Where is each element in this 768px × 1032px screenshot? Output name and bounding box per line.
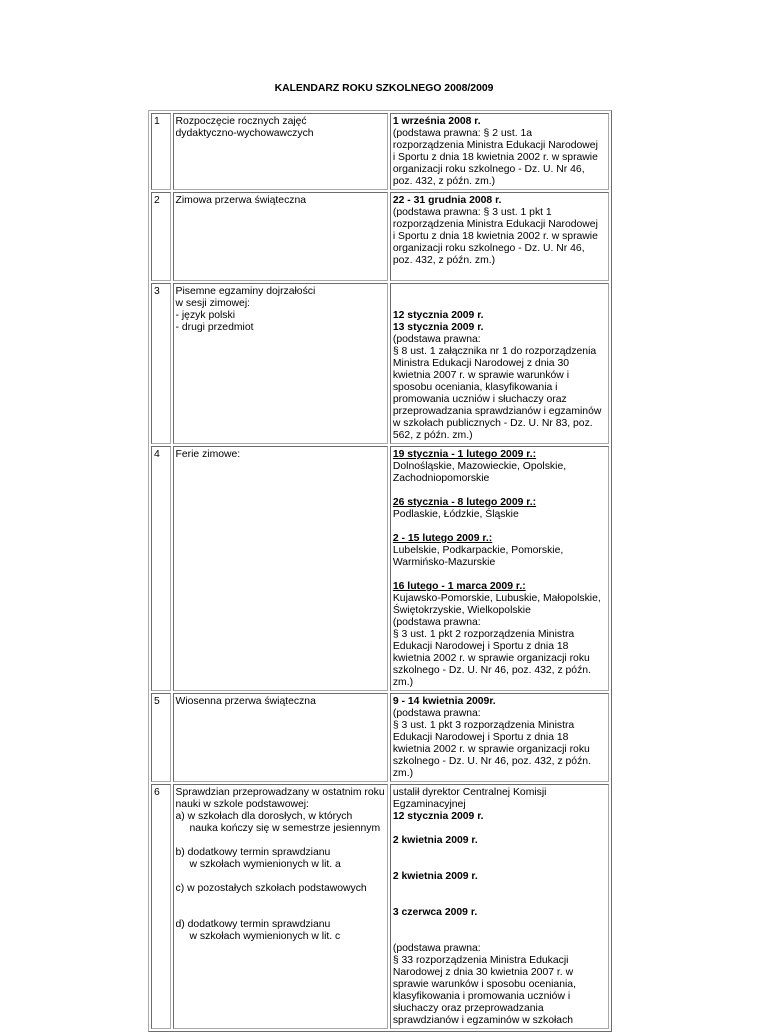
row-description <box>173 283 388 444</box>
description-line: Zimowa przerwa świąteczna <box>175 195 307 206</box>
description-line: Pisemne egzaminy dojrzałości <box>175 286 316 297</box>
spacer <box>393 919 606 931</box>
description-line: w szkołach wymienionych w lit. c <box>189 931 341 942</box>
row-details <box>390 192 609 281</box>
date-value: 1 września 2008 r. <box>392 116 481 127</box>
region-line: Dolnośląskie, Mazowieckie, Opolskie, <box>392 461 567 472</box>
legal-basis-line: (podstawa prawna: <box>392 943 481 954</box>
legal-basis-line: poz. 432, z późn. zm.) <box>392 255 496 266</box>
description-line: b) dodatkowy termin sprawdzianu <box>175 847 331 858</box>
description-line: Sprawdzian przeprowadzany w ostatnim roku <box>175 787 385 798</box>
description-line: - drugi przedmiot <box>175 322 254 333</box>
spacer <box>393 286 606 298</box>
legal-basis-line: zm.) <box>392 677 414 688</box>
spacer <box>393 931 606 943</box>
region-line: Lubelskie, Podkarpackie, Pomorskie, <box>392 545 564 556</box>
description-line: a) w szkołach dla dorosłych, w których <box>175 811 353 822</box>
row-description <box>173 192 388 281</box>
legal-basis-line: poz. 432, z późn. zm.) <box>392 176 496 187</box>
description-line: Wiosenna przerwa świąteczna <box>175 696 316 707</box>
table-row <box>151 283 609 444</box>
legal-basis-line: szkolnego - Dz. U. Nr 46, poz. 432, z późn. <box>392 665 591 676</box>
detail-line: ustalił dyrektor Centralnej Komisji <box>392 787 547 798</box>
table-row <box>151 113 609 190</box>
spacer <box>393 859 606 871</box>
description-line: c) w pozostałych szkołach podstawowych <box>175 883 367 894</box>
row-details <box>390 784 609 1029</box>
date-value: 3 czerwca 2009 r. <box>392 907 478 918</box>
date-value: 2 kwietnia 2009 r. <box>392 835 478 846</box>
detail-line: Egzaminacyjnej <box>392 799 466 810</box>
row-description <box>173 693 388 782</box>
legal-basis-line: i Sportu z dnia 18 kwietnia 2002 r. w sprawie <box>392 231 598 242</box>
row-description <box>173 784 388 1029</box>
legal-basis-line: w szkołach publicznych - Dz. U. Nr 83, poz. <box>392 418 593 429</box>
table-row <box>151 693 609 782</box>
holiday-period: 26 stycznia - 8 lutego 2009 r.: <box>392 497 537 508</box>
legal-basis-line: organizacji roku szkolnego - Dz. U. Nr 46, <box>392 164 585 175</box>
description-line: d) dodatkowy termin sprawdzianu <box>175 919 331 930</box>
spacer <box>176 895 385 907</box>
legal-basis-line: klasyfikowania i promowania uczniów i <box>392 991 571 1002</box>
table-row <box>151 192 609 281</box>
spacer <box>176 907 385 919</box>
legal-basis-line: § 8 ust. 1 załącznika nr 1 do rozporządzenia <box>392 346 597 357</box>
table-row <box>151 446 609 691</box>
legal-basis-line: (podstawa prawna: § 2 ust. 1a <box>392 128 533 139</box>
legal-basis-line: rozporządzenia Ministra Edukacji Narodowej <box>392 140 598 151</box>
row-number: 4 <box>151 446 171 691</box>
legal-basis-line: przeprowadzania sprawdzianów i egzaminów <box>392 406 602 417</box>
spacer <box>393 485 606 497</box>
spacer <box>393 895 606 907</box>
legal-basis-line: i Sportu z dnia 18 kwietnia 2002 r. w sprawie <box>392 152 598 163</box>
legal-basis-line: kwietnia 2002 r. w sprawie organizacji roku <box>392 744 590 755</box>
description-line: Ferie zimowe: <box>175 449 241 460</box>
legal-basis-line: Edukacji Narodowej i Sportu z dnia 18 <box>392 732 569 743</box>
spacer <box>393 298 606 310</box>
legal-basis-line: słuchaczy oraz przeprowadzania <box>392 1003 544 1014</box>
legal-basis-line: kwietnia 2007 r. w sprawie warunków i <box>392 370 570 381</box>
table-row <box>151 784 609 1029</box>
region-line: Warmińsko-Mazurskie <box>392 557 496 568</box>
legal-basis-line: Narodowej z dnia 30 kwietnia 2007 r. w <box>392 967 574 978</box>
row-number: 3 <box>151 283 171 444</box>
region-line: Kujawsko-Pomorskie, Lubuskie, Małopolskie, <box>392 593 601 604</box>
legal-basis-line: § 3 ust. 1 pkt 3 rozporządzenia Ministra <box>392 720 575 731</box>
description-line: - język polski <box>175 310 236 321</box>
holiday-period: 2 - 15 lutego 2009 r.: <box>392 533 493 544</box>
spacer <box>176 871 385 883</box>
legal-basis-line: zm.) <box>392 768 414 779</box>
description-line: w sesji zimowej: <box>175 298 251 309</box>
legal-basis-line: 562, z późn. zm.) <box>392 430 473 441</box>
description-line: nauka kończy się w semestrze jesiennym <box>189 823 381 834</box>
date-value: 22 - 31 grudnia 2008 r. <box>392 195 502 206</box>
row-description <box>173 113 388 190</box>
legal-basis-line: organizacji roku szkolnego - Dz. U. Nr 46, <box>392 243 585 254</box>
date-value: 13 stycznia 2009 r. <box>392 322 484 333</box>
holiday-period: 16 lutego - 1 marca 2009 r.: <box>392 581 526 592</box>
row-number: 2 <box>151 192 171 281</box>
legal-basis-line: Edukacji Narodowej i Sportu z dnia 18 <box>392 641 569 652</box>
legal-basis-line: rozporządzenia Ministra Edukacji Narodowej <box>392 219 598 230</box>
row-number: 1 <box>151 113 171 190</box>
date-value: 12 stycznia 2009 r. <box>392 310 484 321</box>
row-number: 6 <box>151 784 171 1029</box>
spacer <box>393 569 606 581</box>
date-value: 9 - 14 kwietnia 2009r. <box>392 696 496 707</box>
legal-basis-line: sprawie warunków i sposobu oceniania, <box>392 979 576 990</box>
date-value: 2 kwietnia 2009 r. <box>392 871 478 882</box>
spacer <box>393 823 606 835</box>
spacer <box>176 835 385 847</box>
spacer <box>393 521 606 533</box>
region-line: Zachodniopomorskie <box>392 473 490 484</box>
legal-basis-line: § 3 ust. 1 pkt 2 rozporządzenia Ministra <box>392 629 575 640</box>
legal-basis-line: § 33 rozporządzenia Ministra Edukacji <box>392 955 569 966</box>
spacer <box>393 883 606 895</box>
description-line: Rozpoczęcie rocznych zajęć <box>175 116 307 127</box>
spacer <box>393 267 606 279</box>
region-line: Świętokrzyskie, Wielkopolskie <box>392 605 531 616</box>
row-details <box>390 283 609 444</box>
page-title: KALENDARZ ROKU SZKOLNEGO 2008/2009 <box>274 83 494 94</box>
description-line: w szkołach wymienionych w lit. a <box>189 859 341 870</box>
legal-basis-line: promowania uczniów i słuchaczy oraz <box>392 394 567 405</box>
calendar-table <box>148 110 612 1032</box>
legal-basis-line: (podstawa prawna: § 3 ust. 1 pkt 1 <box>392 207 552 218</box>
row-details <box>390 113 609 190</box>
legal-basis-line: sposobu oceniania, klasyfikowania i <box>392 382 558 393</box>
description-line: dydaktyczno-wychowawczych <box>175 128 314 139</box>
date-value: 12 stycznia 2009 r. <box>392 811 484 822</box>
row-details <box>390 446 609 691</box>
calendar-table-body <box>151 113 609 1029</box>
row-number: 5 <box>151 693 171 782</box>
legal-basis-line: (podstawa prawna: <box>392 617 481 628</box>
holiday-period: 19 stycznia - 1 lutego 2009 r.: <box>392 449 537 460</box>
row-details <box>390 693 609 782</box>
legal-basis-line: szkolnego - Dz. U. Nr 46, poz. 432, z późn. <box>392 756 591 767</box>
legal-basis-line: Ministra Edukacji Narodowej z dnia 30 <box>392 358 570 369</box>
region-line: Podlaskie, Łódzkie, Śląskie <box>392 509 519 520</box>
description-line: nauki w szkole podstawowej: <box>175 799 309 810</box>
spacer <box>393 847 606 859</box>
legal-basis-line: (podstawa prawna: <box>392 334 481 345</box>
legal-basis-line: sprawdzianów i egzaminów w szkołach <box>392 1015 574 1026</box>
legal-basis-line: (podstawa prawna: <box>392 708 481 719</box>
legal-basis-line: kwietnia 2002 r. w sprawie organizacji roku <box>392 653 590 664</box>
row-description <box>173 446 388 691</box>
